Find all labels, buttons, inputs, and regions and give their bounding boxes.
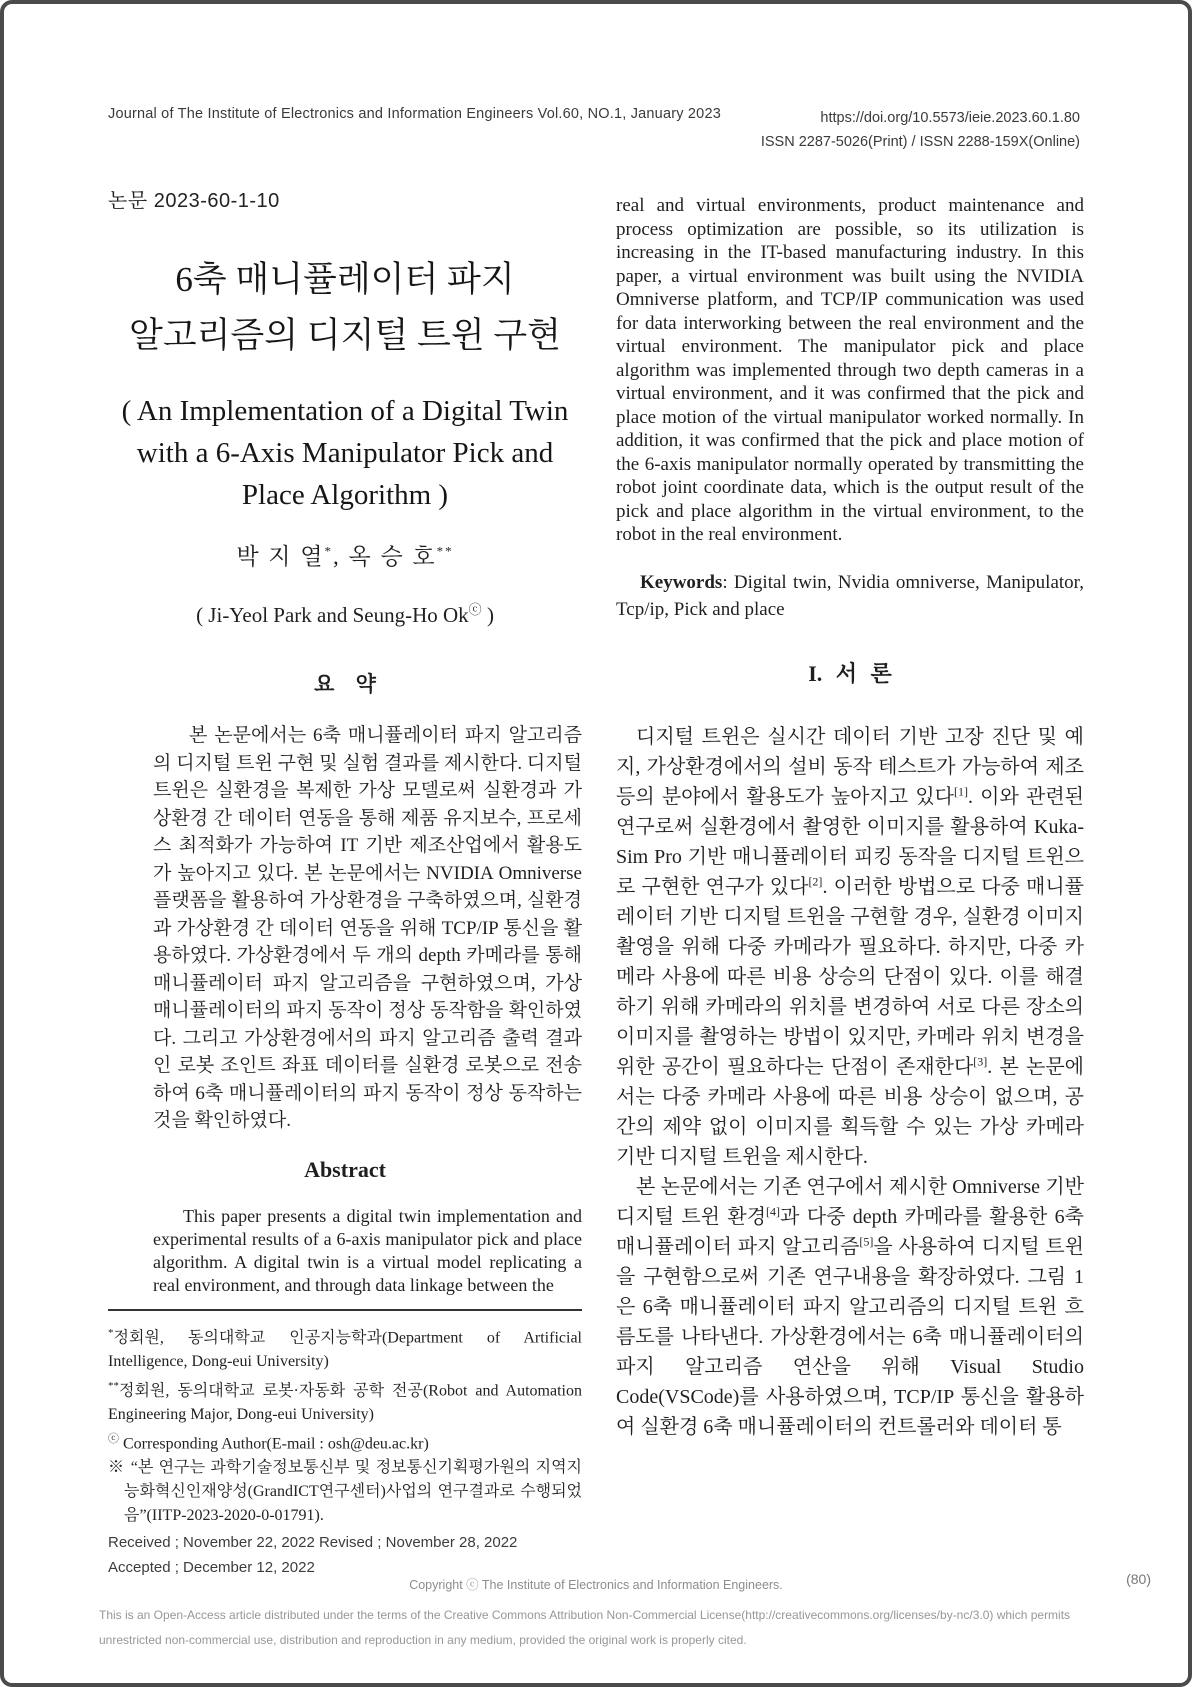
citation-ref-2: [2] [808,873,823,888]
doi-text: https://doi.org/10.5573/ieie.2023.60.1.80 [820,110,1080,126]
footnote-divider [108,1309,582,1311]
page-footer [99,1571,1151,1653]
abstract-korean-heading: 요 약 [314,672,376,696]
keywords-line [616,569,1084,623]
license-block [99,1603,1093,1653]
footnote-text-2: 정회원, 동의대학교 로봇·자동화 공학 전공(Robot and Automation Engineering Major, Dong-eui University) [108,1382,582,1424]
footnote-mark-1: * [108,1326,114,1339]
intro-p1-segment: . 이와 관련된 연구로써 실환경에서 촬영한 이미지를 활용하여 Kuka-Sim Pro 기반 매니퓰레이터 피킹 동작을 디지털 트윈으로 구현한 연구가 있다 [616,785,1084,898]
footnote-text-3: Corresponding Author(E-mail : osh@deu.ac.kr) [119,1435,429,1453]
header-right [761,106,1080,154]
introduction-heading: I. 서 론 [808,660,892,686]
authors-english-names: ( Ji-Yeol Park and Seung-Ho Ok [196,603,469,627]
paper-number: 논문 2023-60-1-10 [108,190,280,212]
page-number: (80) [1126,1571,1151,1587]
author-footnote-mark-2: ** [436,543,454,559]
received-revised-line: Received ; November 22, 2022 Revised ; November 28, 2022 [108,1534,518,1552]
keywords-label: Keywords [640,571,723,593]
copyright-row [99,1571,1151,1593]
abstract-english-heading: Abstract [304,1156,386,1182]
footnote-funding: ※ “본 연구는 과학기술정보통신부 및 정보통신기획평가원의 지역지능화혁신인재양성(GrandICT연구센터)사업의 연구결과로 수행되었음”(IITP-2023-2020-0-01791). [108,1459,582,1525]
intro-p2-segment: 본 논문에서는 기존 연구에서 제시한 Omniverse 기반 디지털 트윈 환경 [616,1175,1084,1228]
footnotes [108,1321,582,1529]
intro-p1-segment: . 이러한 방법으로 다중 매니퓰레이터 기반 디지털 트윈을 구현할 경우, 실환경 이미지 촬영을 위해 다중 카메라가 필요하다. 하지만, 다중 카메라 사용에 따른 비용 상승의 단점이 있다. 이를 해결하기 위해 카메라의 위치를 변경하여 서로 다른 장소의 이미지를 촬영하는 방법이 있지만, 카메라 위치 변경을 위한 공간이 필요하다는 단점이 존재한다 [616,875,1085,1078]
citation-ref-1: [1] [953,783,968,798]
abstract-english-body-left: This paper presents a digital twin implementation and experimental results of a 6-axis manipulator pick and place algorithm. A digital twin is a virtual model replicating a real environment, and through data linkage between the [153,1205,582,1295]
dates-block [108,1530,582,1580]
footnote-affiliation-2 [108,1374,582,1427]
page-header [108,106,1080,154]
abstract-korean-body: 본 논문에서는 6축 매니퓰레이터 파지 알고리즘의 디지털 트윈 구현 및 실험 결과를 제시한다. 디지털 트윈은 실환경을 복제한 가상 모델로써 실환경과 가상환경 간 데이터 연동을 통해 제품 유지보수, 프로세스 최적화가 가능하여 IT 기반 제조산업에서 활용도가 높아지고 있다. 본 논문에서는 NVIDIA Omniverse 플랫폼을 활용하여 가상환경을 구축하였으며, 실환경과 가상환경 간 데이터 연동을 위해 TCP/IP 통신을 활용하였다. 가상환경에서 두 개의 depth 카메라를 통해 매니퓰레이터 파지 알고리즘을 구현하였으며, 가상 매니퓰레이터의 파지 동작이 정상 동작함을 확인하였다. 그리고 가상환경에서의 파지 알고리즘 출력 결과인 로봇 조인트 좌표 데이터를 실환경 로봇으로 전송하여 6축 매니퓰레이터의 파지 동작이 정상 동작하는 것을 확인하였다. [153,725,582,1131]
author-name-ko-2: , 옥 승 호 [333,544,437,569]
authors-english-close: ) [481,603,494,627]
footnote-affiliation-1 [108,1321,582,1374]
title-korean-line2: 알고리즘의 디지털 트윈 구현 [129,316,561,355]
authors-english [108,599,582,628]
footnote-mark-2: ** [108,1379,119,1392]
authors-korean [108,538,582,571]
corresponding-author-mark: ⓒ [468,602,482,617]
citation-ref-4: [4] [766,1203,781,1218]
citation-ref-3: [3] [973,1053,988,1068]
left-column [108,238,582,1580]
author-footnote-mark-1: * [324,543,333,559]
abstract-english-body-right: real and virtual environments, product maintenance and process optimization are possible, so its utilization is increasing in the IT-based manufacturing industry. In this paper, a virtual environment was built using the NVIDIA Omniverse platform, and TCP/IP communication was used for data interworking between the real environment and the virtual environment. The manipulator pick and place algorithm was implemented through two depth cameras in a virtual environment, and it was confirmed that the pick and place motion of the virtual manipulator worked normally. In addition, it was confirmed that the pick and place motion of the 6-axis manipulator normally operated by transmitting the robot joint coordinate data, which is the output result of the pick and place algorithm in the virtual environment, to the robot in the real environment. [616,195,1084,545]
intro-p2-segment: 과 다중 depth 카메라를 활용한 6축 매니퓰레이터 파지 알고리즘 [616,1205,1084,1258]
intro-p2-segment: 을 사용하여 디지털 트윈을 구현함으로써 기존 연구내용을 확장하였다. 그림 1은 6축 매니퓰레이터 파지 알고리즘의 디지털 트윈 흐름도를 나타낸다. 가상환경에서는 6축 매니퓰레이터의 파지 알고리즘 연산을 위해 Visual Studio Code(VSCode)를 사용하였으며, TCP/IP 통신을 활용하여 실환경 6축 매니퓰레이터의 컨트롤러와 데이터 통 [616,1235,1084,1438]
citation-ref-5: [5] [859,1233,874,1248]
author-name-ko-1: 박 지 열 [236,544,325,569]
journal-title-line: Journal of The Institute of Electronics and Information Engineers Vol.60, NO.1, January 2023 [108,106,721,122]
license-line-1: This is an Open-Access article distributed under the terms of the Creative Commons Attribution Non-Commercial License(http://creativecommons.org/licenses/by-nc/3.0) which permits [99,1608,1071,1622]
copyright-text: Copyright ⓒ The Institute of Electronics and Information Engineers. [409,1578,783,1592]
license-line-2: unrestricted non-commercial use, distribution and reproduction in any medium, provided the original work is properly cited. [99,1633,747,1647]
intro-p1-segment: . 본 논문에서는 다중 카메라 사용에 따른 비용 상승이 없으며, 공간의 제약 없이 이미지를 획득할 수 있는 가상 카메라 기반 디지털 트윈을 제시한다. [616,1055,1084,1168]
issn-text: ISSN 2287-5026(Print) / ISSN 2288-159X(Online) [760,134,1080,150]
footnote-mark-3: ⓒ [108,1433,119,1446]
intro-paragraph-1 [616,722,1084,1172]
title-korean-line1: 6축 매니퓰레이터 파지 [175,260,515,299]
accepted-line: Accepted ; December 12, 2022 [108,1559,315,1577]
intro-paragraph-2 [616,1172,1084,1442]
footnote-corresponding-author [108,1427,582,1456]
right-column [616,194,1084,1442]
keywords-text: : Digital twin, Nvidia omniverse, Manipulator, Tcp/ip, Pick and place [616,571,1084,620]
intro-p1-segment: 디지털 트윈은 실시간 데이터 기반 고장 진단 및 예지, 가상환경에서의 설비 동작 테스트가 가능하여 제조 등의 분야에서 활용도가 높아지고 있다 [616,725,1084,808]
title-english: ( An Implementation of a Digital Twin with a 6-Axis Manipulator Pick and Place Algorithm ) [121,395,569,511]
footnote-text-1: 정회원, 동의대학교 인공지능학과(Department of Artificial Intelligence, Dong-eui University) [108,1328,582,1370]
title-korean [108,252,582,364]
